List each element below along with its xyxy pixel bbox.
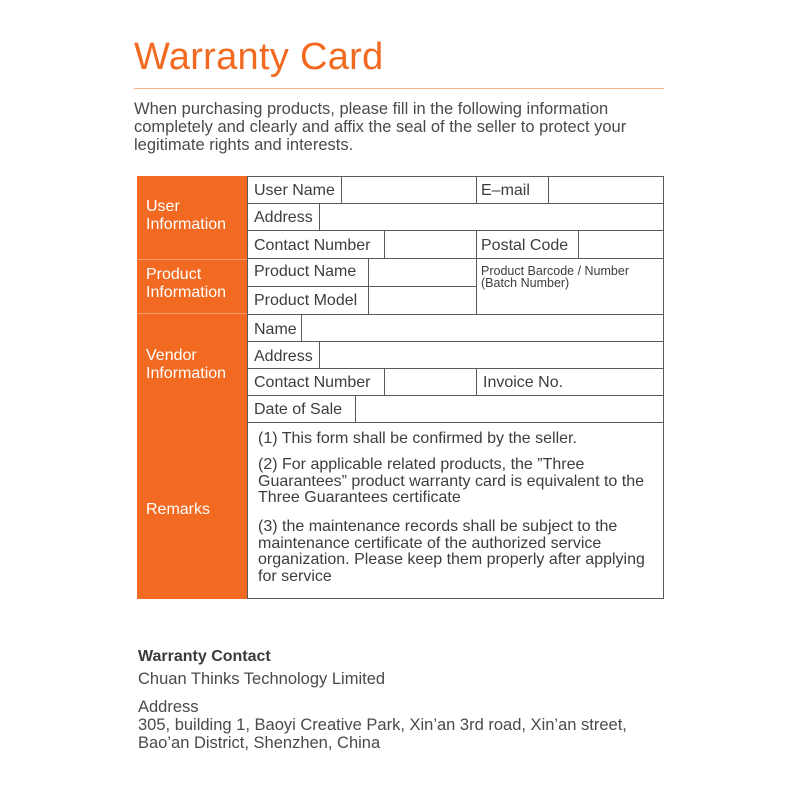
contact-number-field[interactable] — [384, 230, 477, 259]
vendor-address-label: Address — [254, 348, 313, 365]
email-field[interactable] — [548, 176, 664, 204]
product-barcode-cell[interactable] — [476, 258, 664, 315]
email-label: E–mail — [481, 182, 530, 199]
date-of-sale-label-cell — [247, 395, 356, 423]
section-product-information: Product Information — [146, 266, 227, 301]
invoice-no-cell[interactable] — [476, 368, 664, 396]
section-vendor-information: Vendor Information — [146, 347, 227, 382]
product-model-label-cell — [247, 286, 369, 315]
product-name-label-cell — [247, 258, 369, 287]
address-field[interactable] — [319, 203, 664, 231]
address-line-2: Bao’an District, Shenzhen, China — [138, 734, 381, 752]
invoice-no-label: Invoice No. — [483, 374, 564, 391]
postal-code-label-cell — [476, 230, 579, 259]
address-label-cell — [247, 203, 320, 231]
product-model-field[interactable] — [368, 286, 477, 315]
address-line-1: 305, building 1, Baoyi Creative Park, Xin’an 3rd road, Xin’an street, — [138, 716, 627, 734]
remarks-box — [247, 422, 664, 599]
vendor-name-field[interactable] — [301, 314, 664, 342]
contact-heading: Warranty Contact — [138, 648, 271, 665]
user-name-label-cell — [247, 176, 342, 204]
intro-text: When purchasing products, please fill in the following information completely and clearly and affix the seal of the seller to protect your legitimate rights and interests. — [134, 100, 627, 154]
remark-item: (3) the maintenance records shall be subject to the maintenance certificate of the authorized service organization. Please keep them properly after applying for service — [258, 518, 645, 585]
remark-item: (1) This form shall be confirmed by the seller. — [258, 430, 577, 447]
contact-number-label: Contact Number — [254, 237, 371, 254]
warranty-contact — [138, 648, 698, 752]
vendor-address-label-cell — [247, 341, 320, 369]
remark-item: (2) For applicable related products, the ”Three Guarantees” product warranty card is equivalent to the Three Guarantees certificate — [258, 456, 644, 506]
warranty-form — [137, 176, 664, 599]
contact-number-label-cell — [247, 230, 385, 259]
vendor-name-label-cell — [247, 314, 302, 342]
address-heading: Address — [138, 698, 199, 716]
date-of-sale-label: Date of Sale — [254, 401, 343, 418]
page-title: Warranty Card — [134, 36, 384, 78]
vendor-contact-number-field[interactable] — [384, 368, 477, 396]
vendor-contact-label-cell — [247, 368, 385, 396]
product-barcode-label: Product Barcode / Number (Batch Number) — [481, 264, 629, 290]
vendor-contact-number-label: Contact Number — [254, 374, 371, 391]
product-model-label: Product Model — [254, 292, 358, 309]
section-remarks: Remarks — [146, 501, 211, 518]
section-divider — [137, 313, 247, 314]
product-name-field[interactable] — [368, 258, 477, 287]
section-column — [137, 176, 247, 599]
postal-code-label: Postal Code — [481, 237, 569, 254]
postal-code-field[interactable] — [578, 230, 664, 259]
title-divider — [134, 88, 664, 89]
section-divider — [137, 259, 247, 260]
product-name-label: Product Name — [254, 263, 357, 280]
section-user-information: User Information — [146, 198, 227, 233]
user-name-field[interactable] — [341, 176, 477, 204]
email-label-cell — [476, 176, 549, 204]
address-label: Address — [254, 209, 313, 226]
vendor-name-label: Name — [254, 321, 297, 338]
user-name-label: User Name — [254, 182, 335, 199]
vendor-address-field[interactable] — [319, 341, 664, 369]
company-name: Chuan Thinks Technology Limited — [138, 670, 386, 688]
date-of-sale-field[interactable] — [355, 395, 664, 423]
